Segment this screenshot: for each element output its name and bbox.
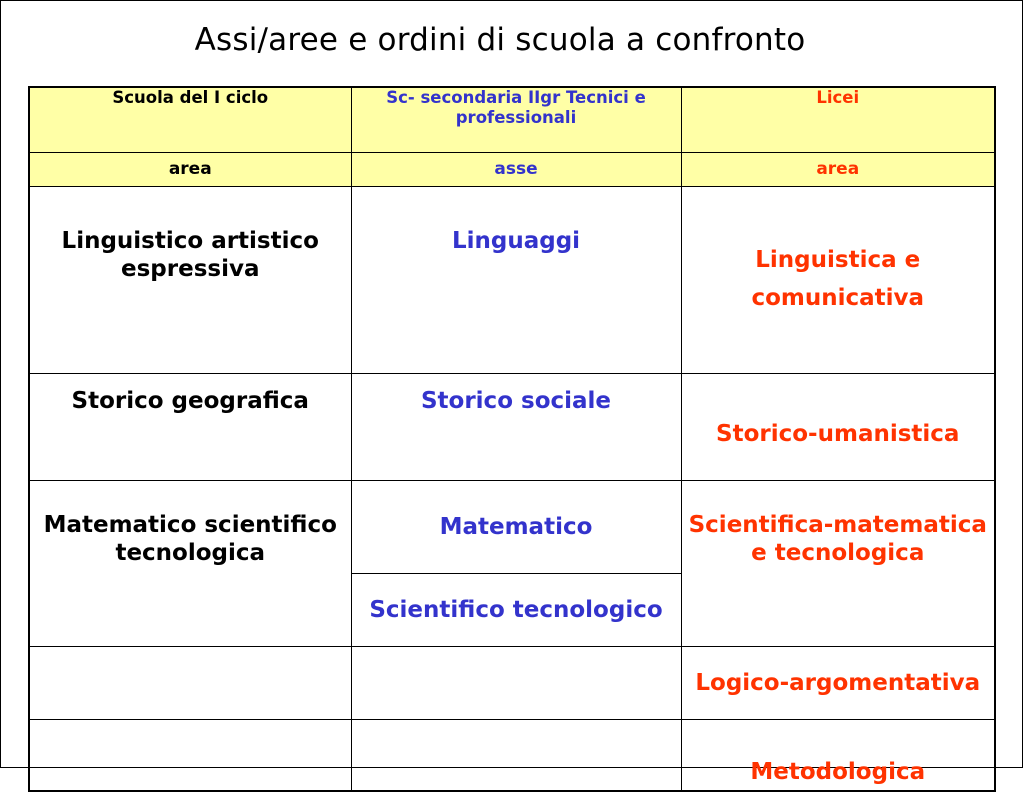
subheader-cell-area: area xyxy=(29,153,351,187)
subheader-cell-asse: asse xyxy=(351,153,681,187)
cell-storico-geografica: Storico geografica xyxy=(29,374,351,481)
comparison-table xyxy=(28,86,996,792)
header-row xyxy=(29,87,995,153)
table-row xyxy=(29,720,995,792)
table-row xyxy=(29,374,995,481)
table-row xyxy=(29,647,995,720)
header-cell-primo-ciclo: Scuola del I ciclo xyxy=(29,87,351,153)
table-row xyxy=(29,481,995,574)
header-cell-licei: Licei xyxy=(681,87,995,153)
empty-cell xyxy=(29,720,351,792)
cell-linguaggi: Linguaggi xyxy=(351,187,681,374)
cell-line: Linguistica e xyxy=(755,247,921,274)
cell-matematico-scientifico: Matematico scientifico tecnologica xyxy=(29,481,351,647)
empty-cell xyxy=(351,720,681,792)
empty-cell xyxy=(351,647,681,720)
cell-scientifico-tecnologico: Scientifico tecnologico xyxy=(351,574,681,647)
subheader-row xyxy=(29,153,995,187)
table-row xyxy=(29,187,995,374)
page-title: Assi/aree e ordini di scuola a confronto xyxy=(194,22,806,58)
cell-logico-argomentativa: Logico-argomentativa xyxy=(681,647,995,720)
cell-storico-sociale: Storico sociale xyxy=(351,374,681,481)
cell-linguistico-artistico: Linguistico artistico espressiva xyxy=(29,187,351,374)
cell-storico-umanistica: Storico-umanistica xyxy=(681,374,995,481)
cell-scientifica-matematica: Scientifica-matematica e tecnologica xyxy=(681,481,995,647)
subheader-cell-area-licei: area xyxy=(681,153,995,187)
cell-line: comunicativa xyxy=(751,285,925,311)
cell-matematico: Matematico xyxy=(351,481,681,574)
header-cell-secondaria: Sc- secondaria IIgr Tecnici e professionali xyxy=(351,87,681,153)
cell-linguistica-comunicativa xyxy=(681,187,995,374)
empty-cell xyxy=(29,647,351,720)
cell-metodologica: Metodologica xyxy=(681,720,995,792)
